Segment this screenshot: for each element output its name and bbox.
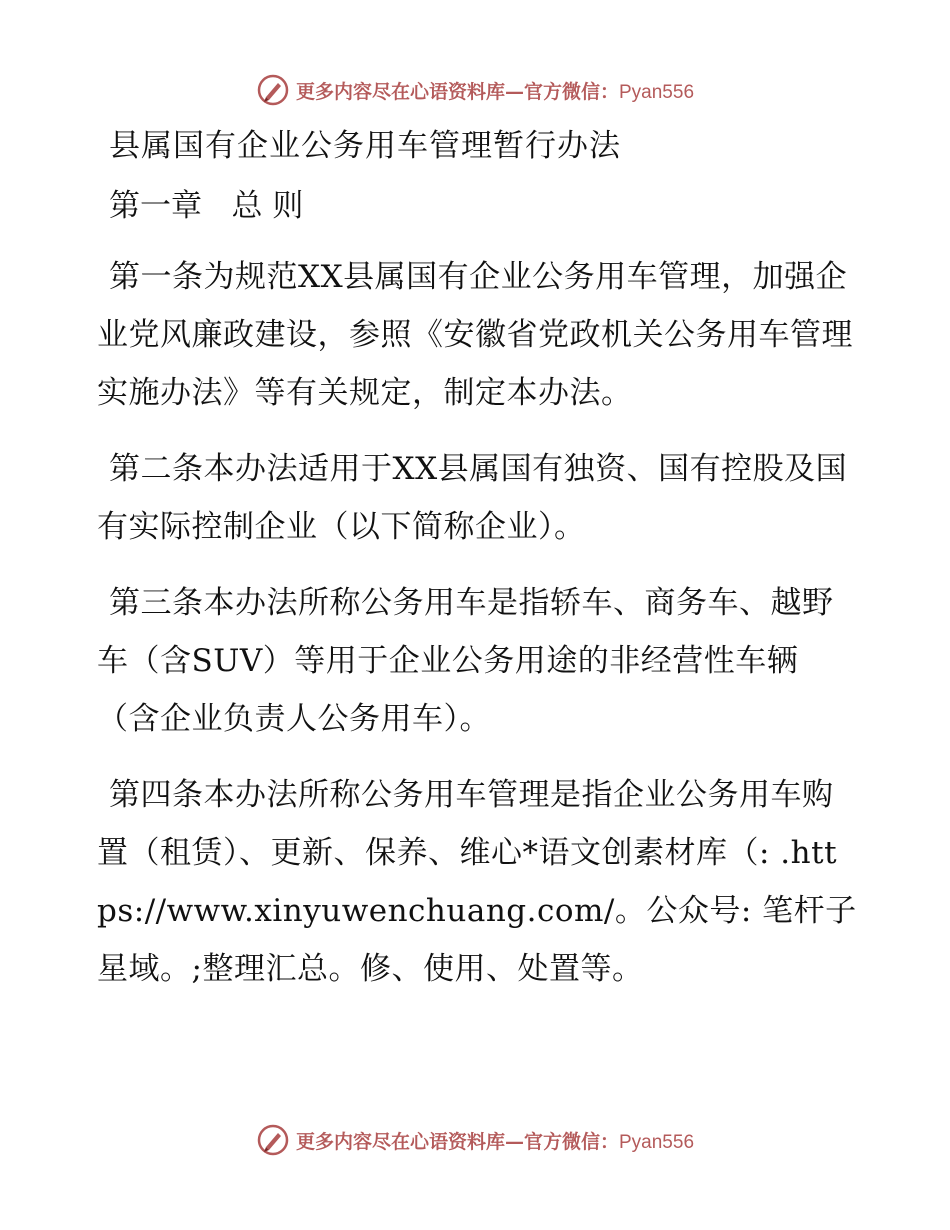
article-2: 第二条本办法适用于XX县属国有独资、国有控股及国有实际控制企业（以下简称企业）。 <box>97 451 848 545</box>
document-body <box>97 124 857 998</box>
banner-main-text: 更多内容尽在心语资料库—官方微信： <box>295 80 619 103</box>
footer-banner <box>0 1120 950 1160</box>
pen-logo-icon <box>256 1123 290 1157</box>
chapter-heading: 第一章 总 则 <box>109 188 304 224</box>
banner-main-text: 更多内容尽在心语资料库—官方微信： <box>295 1130 619 1153</box>
banner-text <box>296 77 694 104</box>
document-title: 县属国有企业公务用车管理暂行办法 <box>109 128 621 164</box>
pen-logo-icon <box>256 73 290 107</box>
banner-text <box>296 1127 694 1154</box>
banner-wechat-id: Pyan556 <box>619 81 695 103</box>
banner-wechat-id: Pyan556 <box>619 1131 695 1153</box>
header-banner <box>0 70 950 110</box>
article-3: 第三条本办法所称公务用车是指轿车、商务车、越野车（含SUV）等用于企业公务用途的非经营性车辆（含企业负责人公务用车）。 <box>97 585 834 737</box>
article-4: 第四条本办法所称公务用车管理是指企业公务用车购置（租赁）、更新、保养、维心*语文创素材库（: .https://www.xinyuwenchuang.com/。公众号: 笔杆子星域。;整理汇总。修、使用、处置等。 <box>97 777 857 987</box>
article-1: 第一条为规范XX县属国有企业公务用车管理，加强企业党风廉政建设，参照《安徽省党政机关公务用车管理实施办法》等有关规定，制定本办法。 <box>97 259 853 411</box>
